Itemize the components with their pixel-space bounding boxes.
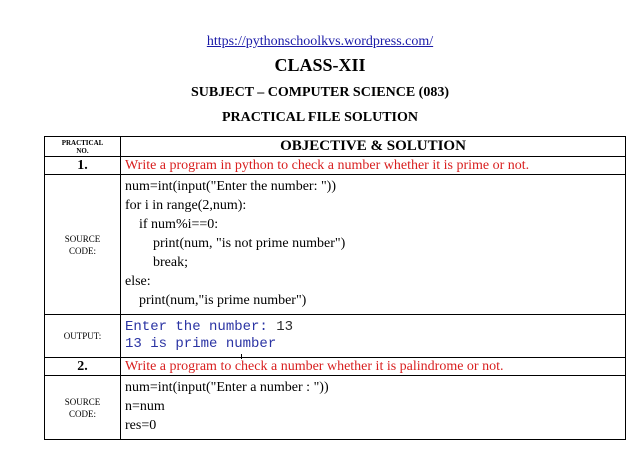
code-line: n=num — [125, 399, 165, 414]
code-line: res=0 — [125, 418, 157, 433]
practical-1-row — [45, 157, 626, 175]
code-line: num=int(input("Enter the number: ")) — [125, 179, 336, 194]
code-line: break; — [153, 255, 188, 270]
practical-number: 2. — [45, 358, 121, 376]
table-header-row — [45, 137, 626, 157]
output-line: Enter the number: 13 — [125, 319, 294, 335]
source-code-label: SOURCE CODE: — [45, 376, 121, 440]
source-code-block — [121, 376, 626, 440]
code-line: for i in range(2,num): — [125, 198, 247, 213]
class-title: CLASS-XII — [274, 55, 366, 75]
code-line: print(num, "is not prime number") — [153, 236, 346, 251]
source-url-link[interactable]: https://pythonschoolkvs.wordpress.com/ — [206, 34, 434, 49]
practical-1-source-row — [45, 175, 626, 315]
practical-file-heading: PRACTICAL FILE SOLUTION — [221, 110, 419, 125]
output-label: OUTPUT: — [45, 315, 121, 358]
practical-table — [44, 136, 626, 440]
objective-solution-header: OBJECTIVE & SOLUTION — [121, 137, 626, 157]
practical-objective: Write a program in python to check a number whether it is prime or not. — [121, 157, 626, 175]
practical-2-source-row — [45, 376, 626, 440]
output-block — [121, 315, 626, 358]
code-line: else: — [125, 274, 151, 289]
source-code-block — [121, 175, 626, 315]
code-line: print(num,"is prime number") — [139, 293, 307, 308]
practical-number: 1. — [45, 157, 121, 175]
practical-objective: Write a program to check a number whether it is palindrome or not. — [121, 358, 626, 376]
practical-no-header: PRACTICAL NO. — [45, 137, 121, 157]
source-code-label: SOURCE CODE: — [45, 175, 121, 315]
practical-2-row — [45, 358, 626, 376]
subject-heading: SUBJECT – COMPUTER SCIENCE (083) — [191, 85, 449, 100]
output-line: 13 is prime number — [125, 336, 277, 352]
code-line: if num%i==0: — [139, 217, 219, 232]
code-line: num=int(input("Enter a number : ")) — [125, 380, 329, 395]
text-cursor — [241, 354, 242, 359]
practical-1-output-row — [45, 315, 626, 358]
